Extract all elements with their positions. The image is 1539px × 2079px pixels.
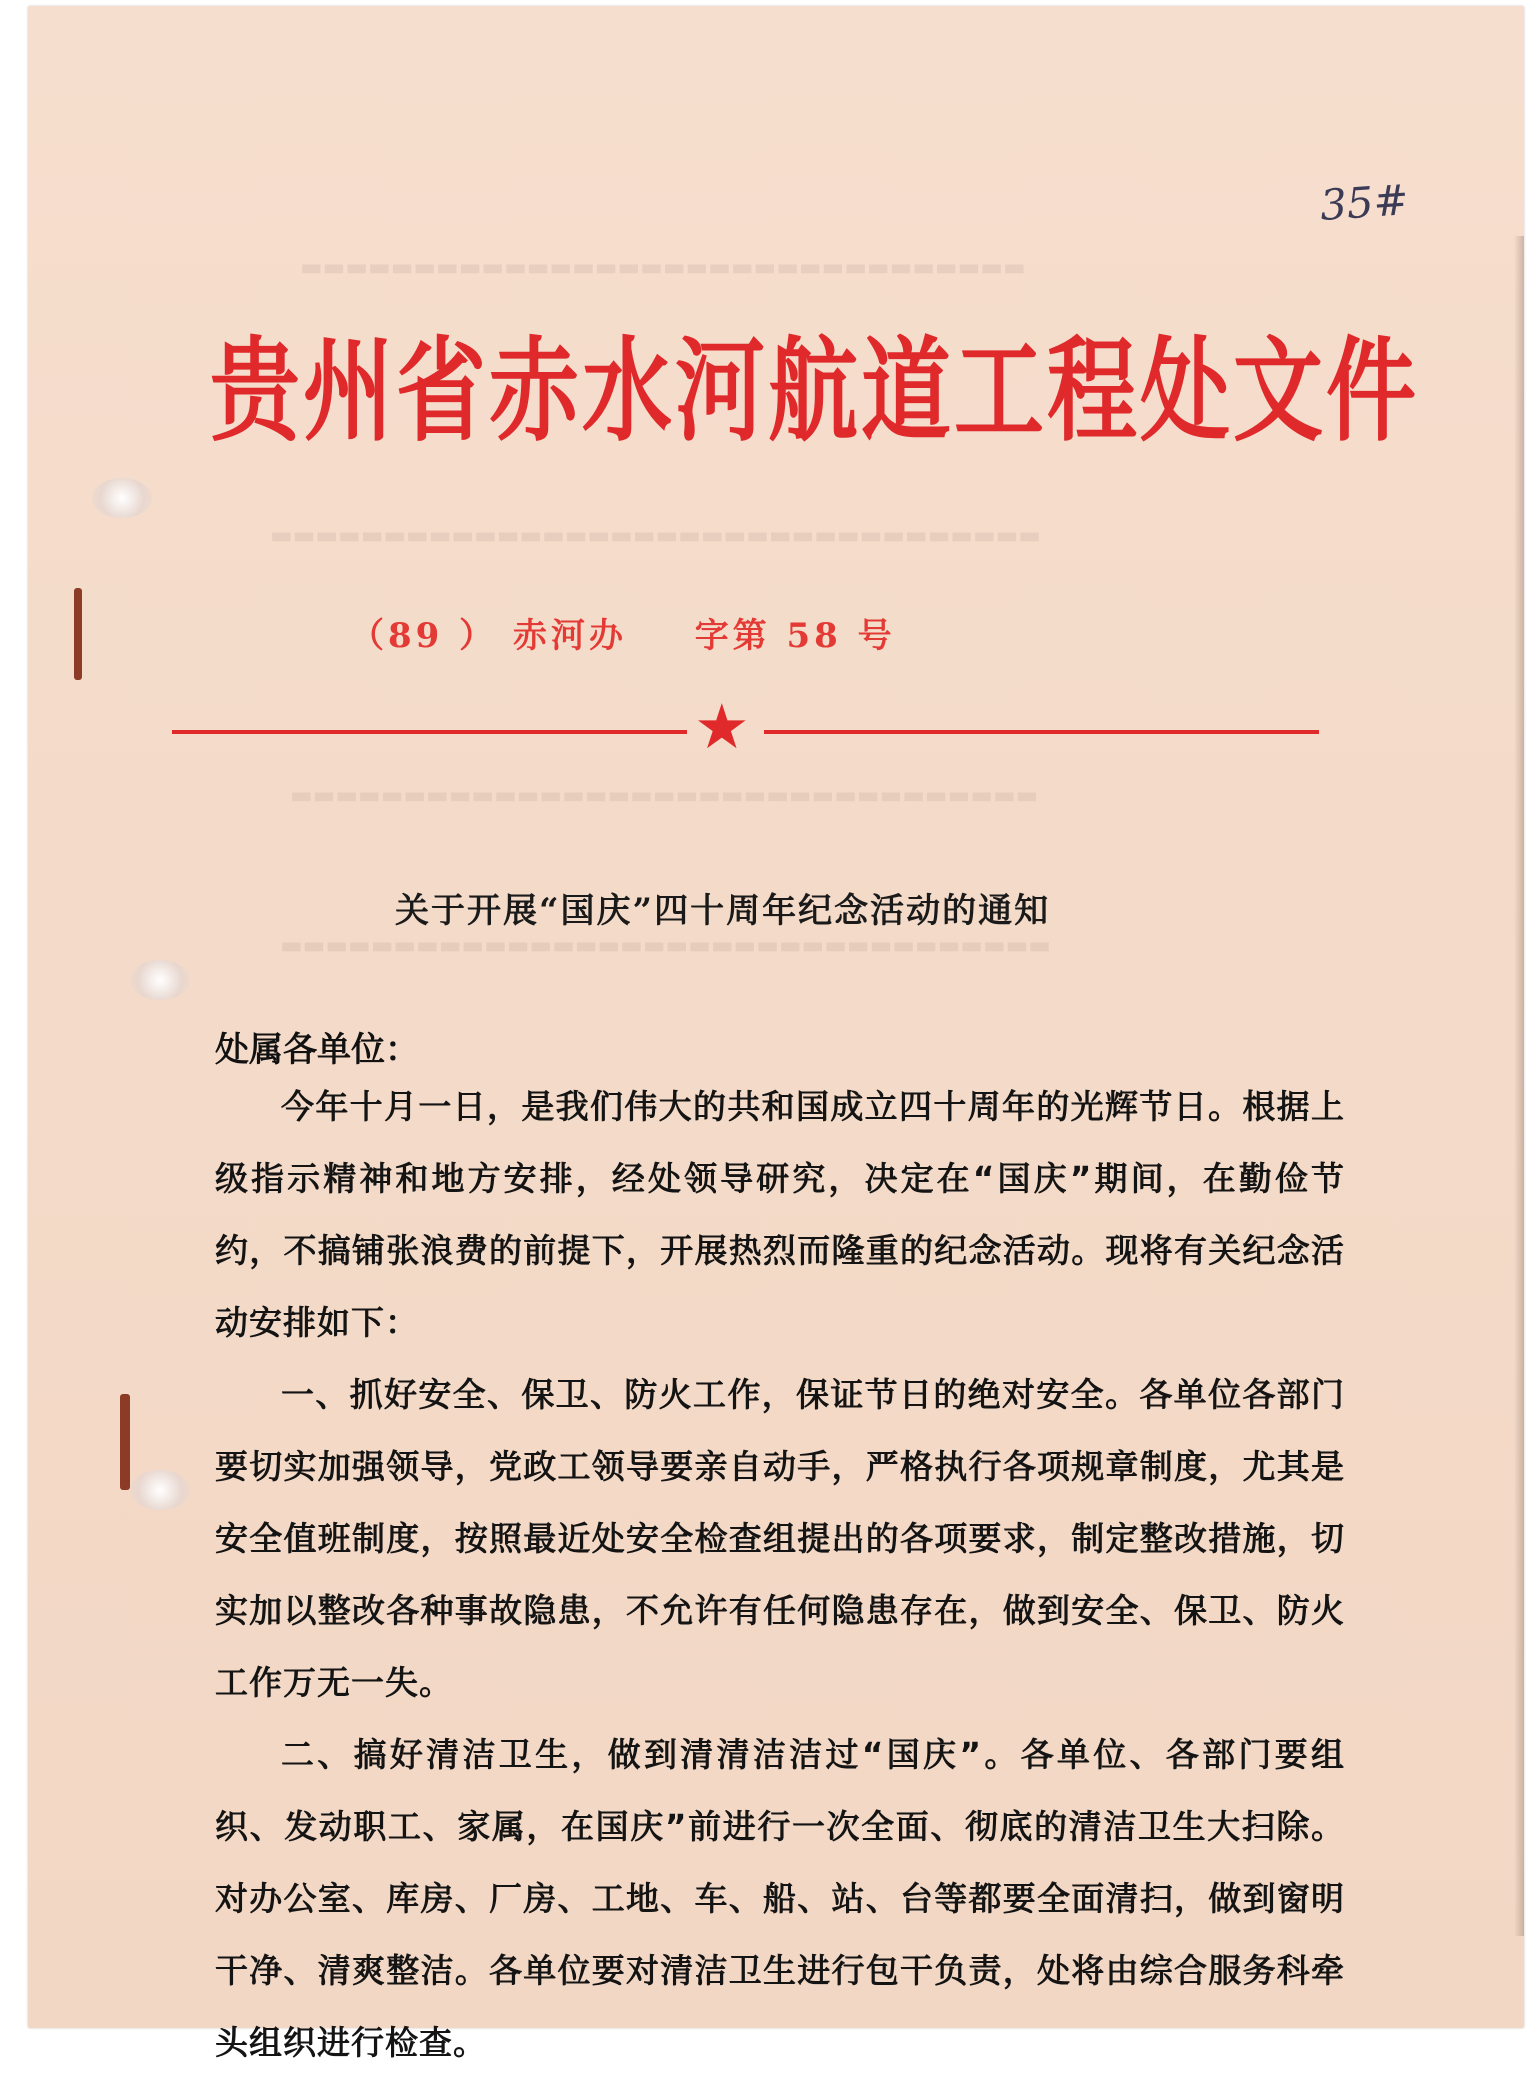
sheet-edge-shadow [1514,236,1524,1936]
doc-number-year: （89 ） [350,616,498,656]
letterhead-title: 贵州省赤水河航道工程处文件 [210,325,1419,458]
handwritten-serial-number: 35# [1318,174,1411,231]
show-through-texture: ▬▬▬▬▬▬▬▬▬▬▬▬▬▬▬▬▬▬▬▬▬▬▬▬▬▬▬▬▬▬▬▬▬▬ [270,520,1041,549]
show-through-texture: ▬▬▬▬▬▬▬▬▬▬▬▬▬▬▬▬▬▬▬▬▬▬▬▬▬▬▬▬▬▬▬▬▬▬ [280,930,1051,959]
body-paragraph-intro: 今年十月一日，是我们伟大的共和国成立四十周年的光辉节日。根据上级指示精神和地方安排，经处领导研究，决定在“国庆”期间，在勤俭节约，不搞铺张浪费的前提下，开展热烈而隆重的纪念活动。现将有关纪念活动安排如下： [215,1087,1345,1342]
salutation: 处属各单位： [215,1030,419,1070]
red-divider-right [764,730,1319,734]
show-through-texture: ▬▬▬▬▬▬▬▬▬▬▬▬▬▬▬▬▬▬▬▬▬▬▬▬▬▬▬▬▬▬▬▬ [300,252,1026,281]
binding-hole [130,960,190,1000]
doc-number-sequence: 字第 58 号 [694,616,896,656]
document-body [215,1071,1345,2079]
document-number [350,608,896,657]
body-paragraph-cleaning: 二、搞好清洁卫生，做到清清洁洁过“国庆”。各单位、各部门要组织、发动职工、家属，在国庆”前进行一次全面、彻底的清洁卫生大扫除。对办公室、库房、厂房、工地、车、船、站、台等都要全面清扫，做到窗明干净、清爽整洁。各单位要对清洁卫生进行包干负责，处将由综合服务科牵头组织进行检查。 [215,1735,1345,2062]
staple-rust-mark [74,588,82,680]
show-through-texture: ▬▬▬▬▬▬▬▬▬▬▬▬▬▬▬▬▬▬▬▬▬▬▬▬▬▬▬▬▬▬▬▬▬ [290,780,1039,809]
document-title: 关于开展“国庆”四十周年纪念活动的通知 [395,891,1051,931]
doc-number-office: 赤河办 [513,616,627,656]
binding-hole [130,1470,190,1510]
red-divider-left [172,730,687,734]
binding-hole [92,478,152,518]
staple-rust-mark [120,1394,130,1490]
body-paragraph-safety: 一、抓好安全、保卫、防火工作，保证节日的绝对安全。各单位各部门要切实加强领导，党政工领导要亲自动手，严格执行各项规章制度，尤其是安全值班制度，按照最近处安全检查组提出的各项要求，制定整改措施，切实加以整改各种事故隐患，不允许有任何隐患存在，做到安全、保卫、防火工作万无一失。 [215,1375,1345,1702]
star-icon: ★ [694,694,750,762]
